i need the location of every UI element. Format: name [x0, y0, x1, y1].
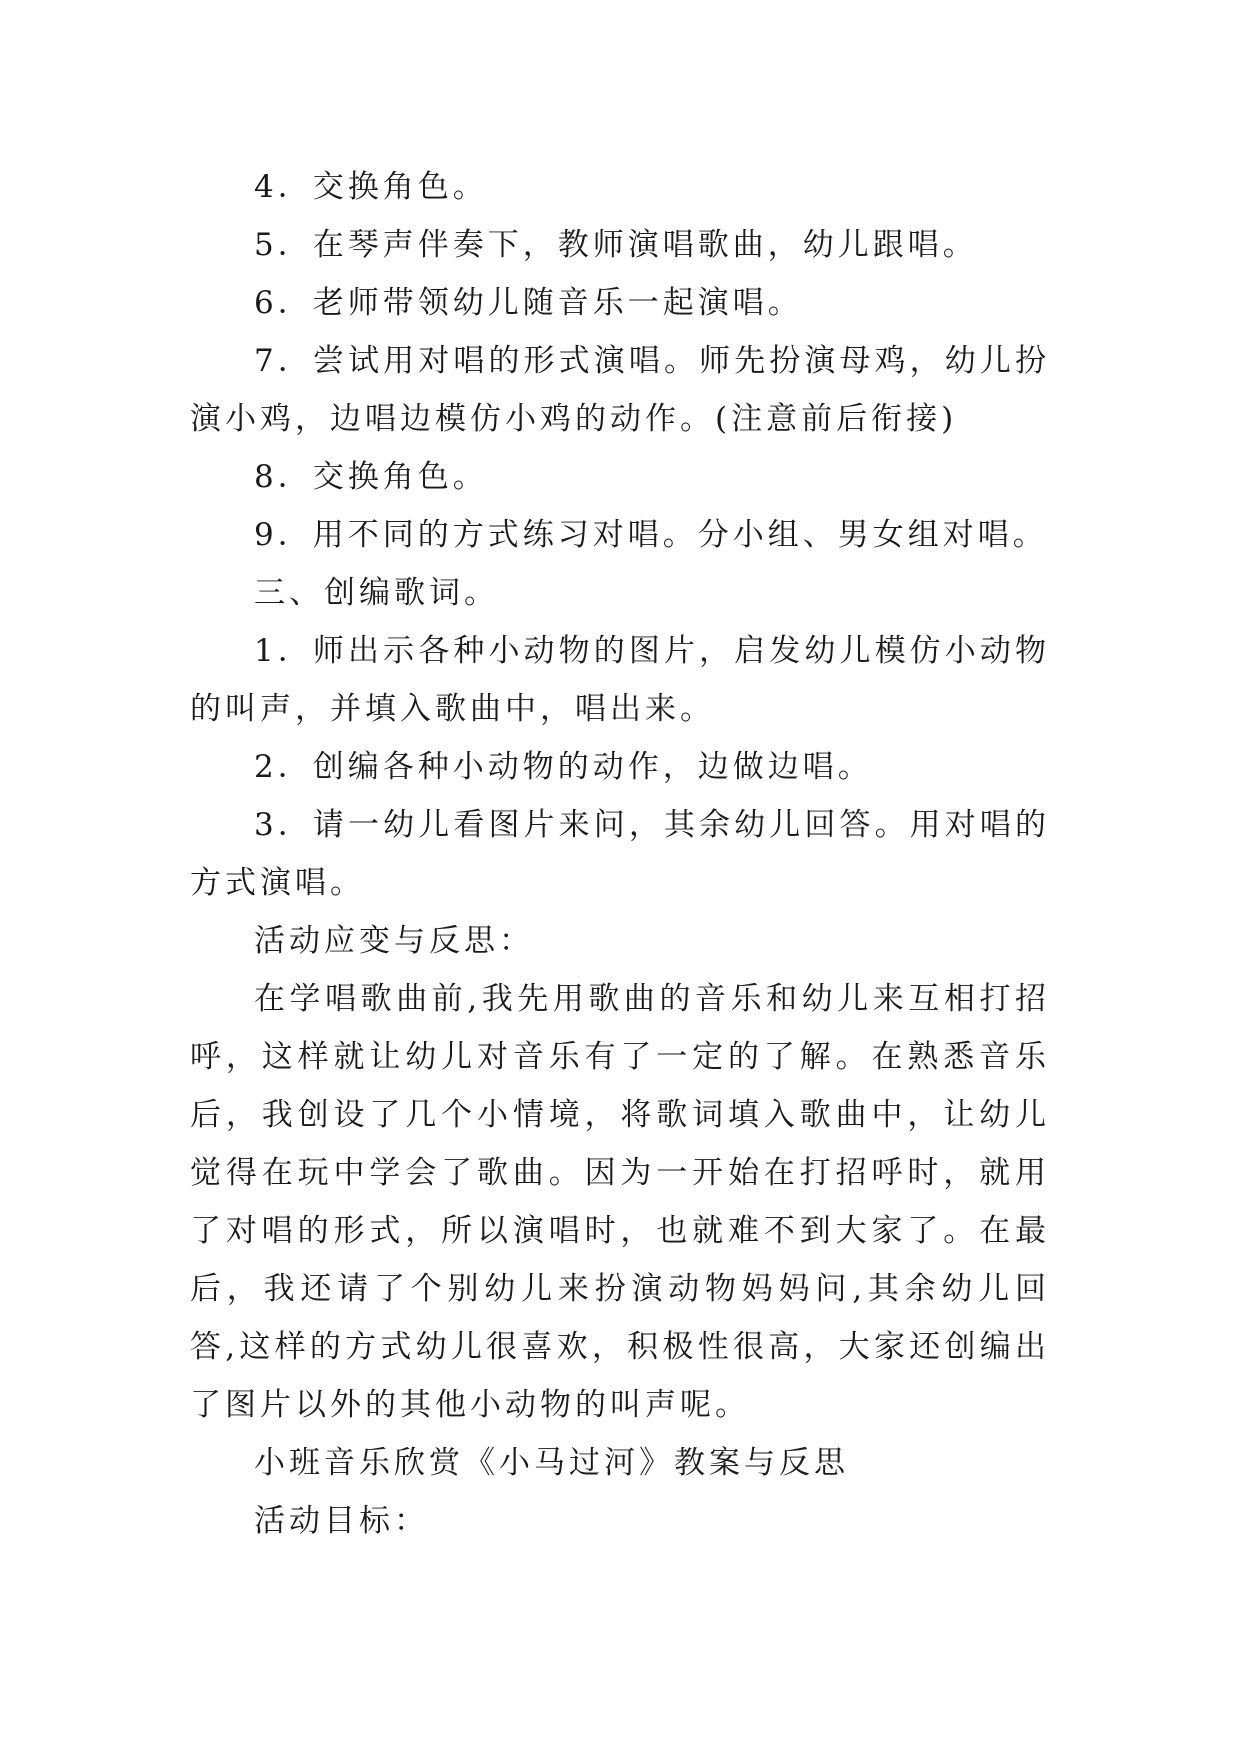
section-3-heading: 三、创编歌词。 — [254, 575, 499, 611]
step-9-paragraph: 9．用不同的方式练习对唱。分小组、男女组对唱。 — [254, 517, 1048, 553]
create-step-2-paragraph: 2．创编各种小动物的动作，边做边唱。 — [254, 749, 873, 785]
activity-goals-heading: 活动目标： — [254, 1503, 429, 1539]
step-8-paragraph: 8．交换角色。 — [254, 459, 488, 495]
step-6-paragraph: 6．老师带领幼儿随音乐一起演唱。 — [254, 285, 803, 321]
step-5-paragraph: 5．在琴声伴奏下，教师演唱歌曲，幼儿跟唱。 — [254, 227, 978, 263]
next-lesson-title: 小班音乐欣赏《小马过河》教案与反思 — [254, 1445, 849, 1481]
step-4-paragraph: 4．交换角色。 — [254, 169, 488, 205]
step-7-paragraph: 7．尝试用对唱的形式演唱。师先扮演母鸡，幼儿扮演小鸡，边唱边模仿小鸡的动作。(注意前后衔接) — [190, 343, 1050, 437]
reflection-heading: 活动应变与反思： — [254, 923, 534, 959]
document-body — [190, 158, 1050, 1550]
reflection-paragraph: 在学唱歌曲前,我先用歌曲的音乐和幼儿来互相打招呼，这样就让幼儿对音乐有了一定的了解。在熟悉音乐后，我创设了几个小情境，将歌词填入歌曲中，让幼儿觉得在玩中学会了歌曲。因为一开始在打招呼时，就用了对唱的形式，所以演唱时，也就难不到大家了。在最后，我还请了个别幼儿来扮演动物妈妈问,其余幼儿回答,这样的方式幼儿很喜欢，积极性很高，大家还创编出了图片以外的其他小动物的叫声呢。 — [190, 981, 1050, 1423]
create-step-3-paragraph: 3．请一幼儿看图片来问，其余幼儿回答。用对唱的方式演唱。 — [190, 807, 1050, 901]
create-step-1-paragraph: 1．师出示各种小动物的图片，启发幼儿模仿小动物的叫声，并填入歌曲中，唱出来。 — [190, 633, 1050, 727]
